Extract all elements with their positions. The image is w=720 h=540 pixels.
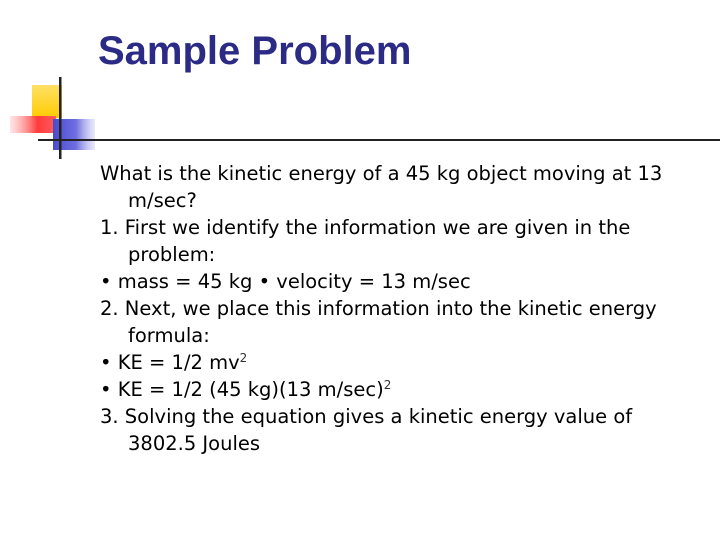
yellow-square xyxy=(32,85,62,118)
slide-body xyxy=(100,160,690,457)
exponent: 2 xyxy=(383,378,392,392)
step-1-line: 1. First we identify the information we are given in the problem: xyxy=(100,216,631,266)
step-2-line: 2. Next, we place this information into the kinetic energy formula: xyxy=(100,297,657,347)
question-line: What is the kinetic energy of a 45 kg object moving at 13 m/sec? xyxy=(100,162,663,212)
step-3-line: 3. Solving the equation gives a kinetic energy value of 3802.5 Joules xyxy=(100,405,633,455)
exponent: 2 xyxy=(239,351,248,365)
given-values-line: • mass = 45 kg • velocity = 13 m/sec xyxy=(100,270,471,293)
red-bar xyxy=(10,116,56,133)
vertical-rule xyxy=(59,77,62,159)
slide-title: Sample Problem xyxy=(98,29,412,73)
substitution-line: • KE = 1/2 (45 kg)(13 m/sec)$^2$ xyxy=(100,378,392,401)
horizontal-rule xyxy=(38,139,720,141)
formula-line: • KE = 1/2 $mv^2$ xyxy=(100,351,248,374)
